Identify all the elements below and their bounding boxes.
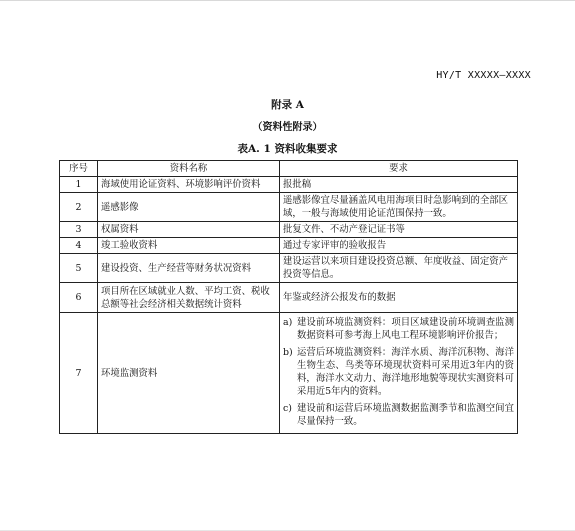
item-marker: b) (283, 347, 293, 358)
material-name: 海域使用论证资料、环境影响评价资料 (98, 177, 280, 193)
row-number: 4 (60, 238, 98, 254)
row-number: 5 (60, 254, 98, 283)
material-name: 项目所在区域就业人数、平均工资、税收总额等社会经济相关数据统计资料 (98, 283, 280, 313)
data-collection-table (59, 160, 518, 434)
requirement-text: 年鉴或经济公报发布的数据 (280, 283, 518, 313)
material-name: 建设投资、生产经营等财务状况资料 (98, 254, 280, 283)
annex-title: 附录 A (271, 99, 304, 111)
document-code: HY/T XXXXX—XXXX (436, 70, 531, 81)
header-requirement: 要求 (280, 161, 518, 177)
row-number: 3 (60, 222, 98, 238)
requirement-text: 报批稿 (280, 177, 518, 193)
top-border-line (0, 0, 575, 1)
requirement-list (283, 316, 514, 428)
row-number: 6 (60, 283, 98, 313)
requirement-list-cell (280, 313, 518, 434)
item-text: 建设前和运营后环境监测数据监测季节和监测空间宜尽量保持一致。 (297, 403, 514, 427)
table-header-row (60, 161, 518, 177)
requirement-text: 批复文件、不动产登记证书等 (280, 222, 518, 238)
table-row (60, 177, 518, 193)
material-name: 遥感影像 (98, 193, 280, 222)
requirement-item (283, 402, 514, 428)
header-material-name: 资料名称 (98, 161, 280, 177)
annex-subtitle: （资料性附录） (252, 122, 323, 133)
table-row (60, 238, 518, 254)
material-name: 权属资料 (98, 222, 280, 238)
requirement-text: 遥感影像宜尽量涵盖风电用海项目时急影响到的全部区域，一般与海域使用论证范围保持一致。 (280, 193, 518, 222)
header-serial-number: 序号 (60, 161, 98, 177)
requirement-text: 建设运营以来项目建设投资总额、年度收益、固定资产投资等信息。 (280, 254, 518, 283)
row-number: 2 (60, 193, 98, 222)
material-name: 竣工验收资料 (98, 238, 280, 254)
table-row (60, 283, 518, 313)
requirement-item (283, 346, 514, 398)
table-row (60, 222, 518, 238)
requirement-item (283, 316, 514, 342)
row-number: 1 (60, 177, 98, 193)
table-row (60, 193, 518, 222)
row-number: 7 (60, 313, 98, 434)
material-name: 环境监测资料 (98, 313, 280, 434)
table-row (60, 254, 518, 283)
item-marker: c) (283, 403, 292, 414)
table-row (60, 313, 518, 434)
item-marker: a) (283, 317, 293, 328)
table-caption: 表A. 1 资料收集要求 (237, 143, 338, 155)
item-text: 建设前环境监测资料：项目区域建设前环境调查监测数据资料可参考海上风电工程环境影响评价报告； (297, 317, 514, 341)
requirement-text: 通过专家评审的验收报告 (280, 238, 518, 254)
item-text: 运营后环境监测资料：海洋水质、海洋沉积物、海洋生物生态、鸟类等环境现状资料可采用近3年内的资料，海洋水文动力、海洋地形地貌等现状实测资料可采用近5年内的资料。 (297, 347, 514, 397)
